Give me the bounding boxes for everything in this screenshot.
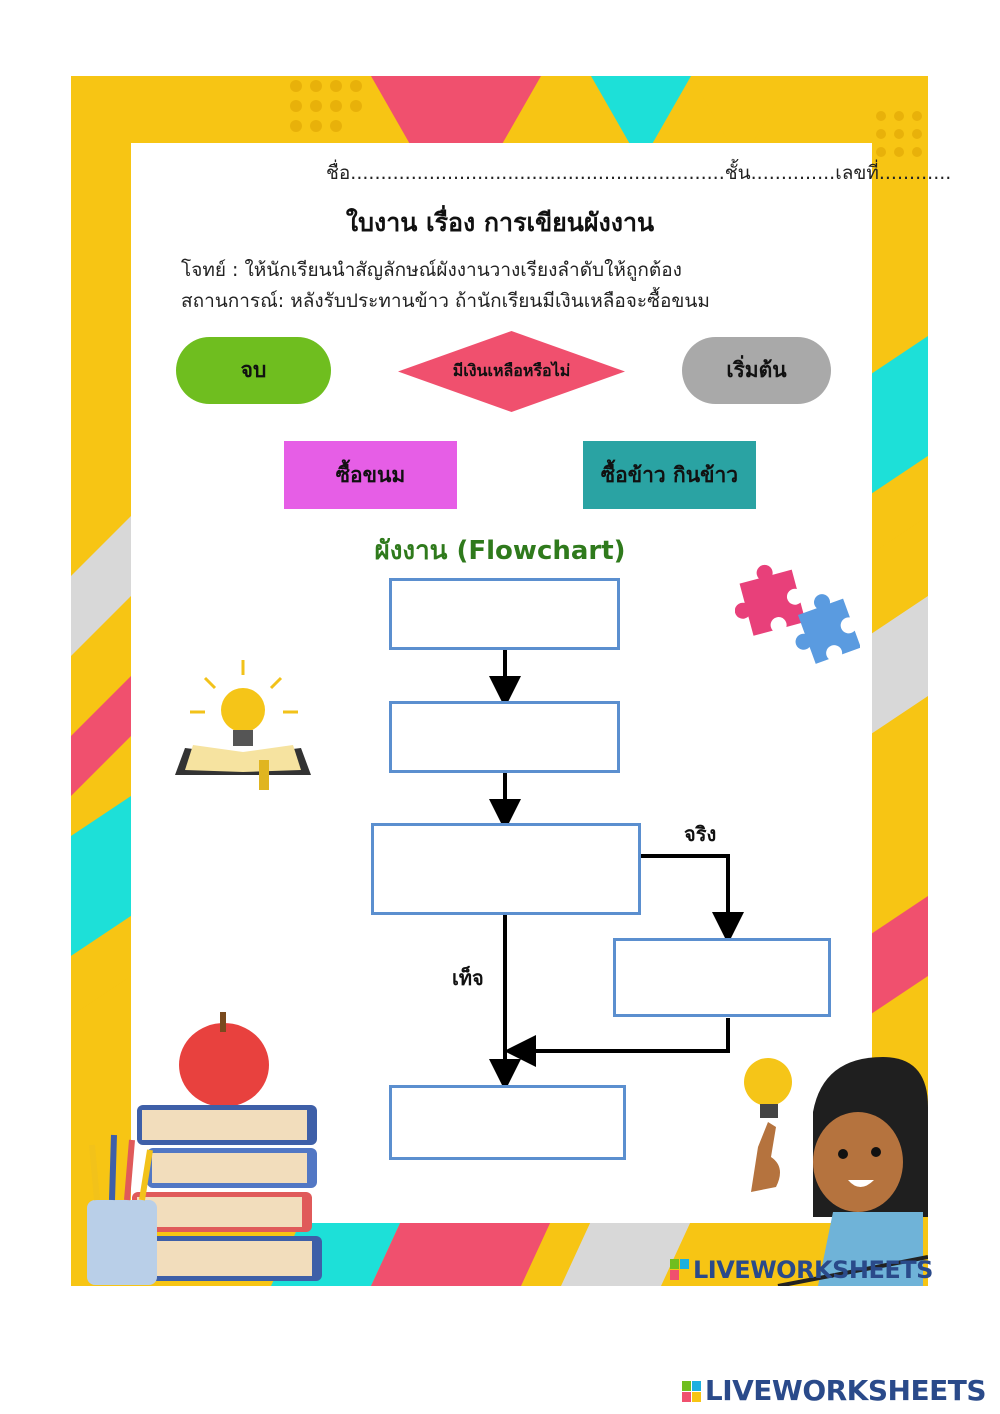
start-label: เริ่มต้น	[726, 358, 787, 382]
instruction-scenario: สถานการณ์: หลังรับประทานข้าว ถ้านักเรียนมีเงินเหลือจะซื้อขนม	[181, 290, 710, 312]
student-info-line[interactable]: ชื่อ..............................................................ชั้น..............เลขที่............	[326, 162, 952, 184]
flowchart-title: ผังงาน (Flowchart)	[374, 536, 626, 566]
true-branch-label: จริง	[684, 822, 717, 846]
flowchart-slot-3[interactable]	[371, 823, 641, 915]
end-label: จบ	[240, 358, 267, 382]
buy-snack-label: ซื้อขนม	[335, 462, 406, 487]
lightbulb-book-icon	[175, 660, 315, 795]
flowchart-slot-4[interactable]	[613, 938, 831, 1017]
flowchart-slot-1[interactable]	[389, 578, 620, 650]
liveworksheets-logo-icon	[682, 1381, 702, 1403]
apple-books-icon	[82, 1010, 322, 1285]
girl-lightbulb-icon	[738, 1052, 928, 1286]
liveworksheets-text: LIVEWORKSHEETS	[704, 1374, 986, 1407]
liveworksheets-text: LIVEWORKSHEETS	[693, 1256, 933, 1284]
page-title: ใบงาน เรื่อง การเขียนผังงาน	[345, 208, 655, 237]
liveworksheets-logo-icon	[670, 1259, 690, 1281]
liveworksheets-watermark-frame	[670, 1256, 933, 1284]
puzzle-icon	[735, 545, 860, 665]
false-branch-label: เท็จ	[452, 966, 484, 990]
decision-label: มีเงินเหลือหรือไม่	[452, 361, 571, 380]
eat-label: ซื้อข้าว กินข้าว	[600, 462, 739, 487]
flowchart-slot-5[interactable]	[389, 1085, 626, 1160]
instruction-task: โจทย์ : ให้นักเรียนนำสัญลักษณ์ผังงานวางเรียงลำดับให้ถูกต้อง	[181, 259, 682, 281]
liveworksheets-watermark-bottom[interactable]	[682, 1374, 986, 1407]
flowchart-slot-2[interactable]	[389, 701, 620, 773]
